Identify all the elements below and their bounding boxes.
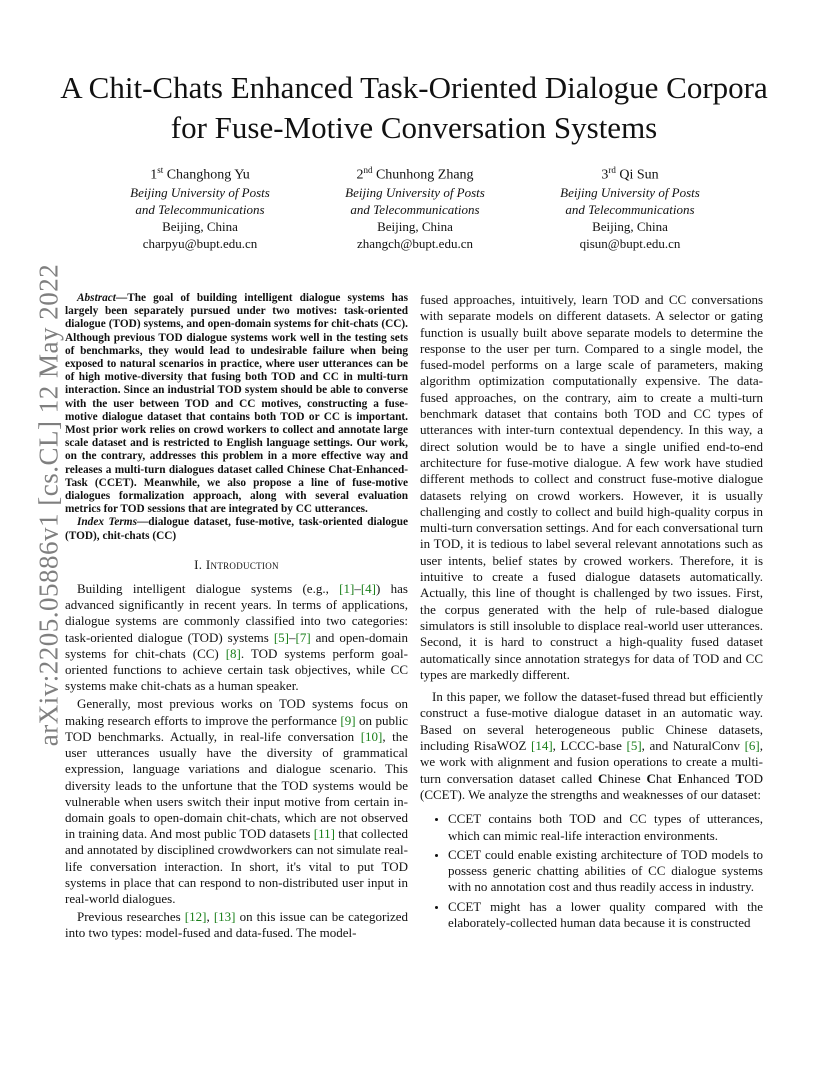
author-block (100, 162, 730, 252)
list-item: • CCET could enable existing architecture of TOD models to possess generic chatting abilities of CC dialogue systems with no annotation cost and thus readily access in industry. (448, 847, 763, 896)
left-column (65, 292, 408, 944)
paragraph-text: on this issue can be categorized into two types: model-fused and data-fused. The model- (65, 909, 408, 941)
citation-link[interactable]: [11] (313, 826, 335, 842)
paragraph-text: and open-domain systems for chit-chats (CC) (65, 629, 408, 661)
acronym-letter: T (735, 770, 745, 786)
index-terms-text: —dialogue dataset, fuse-motive, task-oriented dialogue (TOD), chit-chats (CC) (65, 516, 408, 542)
author-affiliation: and Telecommunications (350, 201, 480, 217)
list-item: • CCET contains both TOD and CC types of utterances, which can mimic real-life interaction environments. (448, 811, 763, 844)
right-paragraph-1: fused approaches, intuitively, learn TOD and CC conversations with separate models on different datasets. A selector or gating function is usually built above separate models to determine the response to the user per turn. Compared to a single model, the fused-model performs on a large scale of parameters, making algorithm optimization computationally expensive. The data-fused approaches, on the contrary, aim to create a multi-turn benchmark dataset that contains both TOD and CC types of utterances with inter-turn contextual dependency. In this way, a direct solution would be to have a single unified end-to-end architecture for fuse-motive dialogue. A few work have studied different methods to collect and construct fuse-motive dialogue datasets relying on crowd workers. However, it is usually challenging and costly to collect and build high-quality corpus in multi-turn conversation settings. And for each conversational turn in TOD, it is tedious to label several relevant annotations such as user intents, belief states by crowed workers. Therefore, it is intuitive to create a fused dialogue datasets automatically. Actually, this line of thought is challenged by two issues. First, the corpus generated with the help of rule-based dialogue simulators is still insoluble to displace real-world user utterances. Second, it is hard to construct a high-quality fused dataset automatically since annotation strategys for data of TOD and CC types are markedly different. (420, 292, 763, 682)
author-email[interactable]: qisun@bupt.edu.cn (579, 235, 681, 251)
author-name: Changhong Yu (166, 167, 250, 183)
author-email[interactable]: charpyu@bupt.edu.cn (142, 235, 258, 251)
citation-link[interactable]: [9] (340, 712, 356, 728)
author-2 (315, 162, 515, 252)
citation-link[interactable]: [6] (744, 738, 760, 754)
paragraph-text: nhanced (686, 770, 736, 786)
paragraph-text: hat (655, 770, 678, 786)
citation-link[interactable]: [7] (295, 629, 311, 645)
arxiv-stamp (33, 263, 64, 747)
paragraph-text: . TOD systems perform goal-oriented functions to achieve certain task objectives, while CC systems make chit-chats as a human speaker. (65, 645, 408, 694)
author-1 (100, 162, 300, 252)
paragraph-text: on public TOD benchmarks. Actually, in real-life conversation (65, 712, 408, 744)
paragraph-text: Previous researches (77, 909, 185, 925)
paragraph-text: – (354, 581, 361, 597)
citation-link[interactable]: [4] (360, 581, 376, 597)
author-ordinal-suffix: rd (608, 165, 616, 175)
acronym-letter: C (598, 770, 608, 786)
list-item: • CCET might has a lower quality compared with the elaborately-collected human data because it is constructed (448, 899, 763, 932)
paragraph-text: , (206, 909, 214, 925)
paragraph-text: – (289, 629, 296, 645)
author-affiliation: and Telecommunications (135, 201, 265, 217)
intro-paragraph-3 (65, 909, 408, 941)
paragraph-text: hinese (607, 770, 647, 786)
author-email[interactable]: zhangch@bupt.edu.cn (357, 235, 473, 251)
paragraph-text: In this paper, we follow the dataset-fused thread but efficiently construct a fuse-motive dialogue dataset in an automatic way. Based on several heterogeneous public Chinese datasets, including RisaWOZ (420, 689, 763, 754)
citation-link[interactable]: [8] (225, 645, 241, 661)
citation-link[interactable]: [14] (531, 738, 553, 754)
citation-link[interactable]: [1] (339, 581, 355, 597)
index-terms (65, 516, 408, 542)
author-affiliation: Beijing University of Posts (345, 184, 485, 200)
abstract (65, 292, 408, 516)
author-location: Beijing, China (162, 218, 238, 234)
author-location: Beijing, China (592, 218, 668, 234)
right-paragraph-2 (420, 689, 763, 803)
author-ordinal-suffix: nd (363, 165, 373, 175)
contribution-list (420, 811, 763, 931)
citation-link[interactable]: [5] (626, 738, 642, 754)
abstract-text: —The goal of building intelligent dialogue systems has largely been separately pursued under two motives: task-oriented dialogue (TOD) systems, and open-domain systems for chit-chats (CC). Although previous TOD dialogue systems work well in the testing sets of benchmarks, they would lead to undesirable failure when being exposed to natural scenarios in practice, where user utterances can be of high motive-diversity that fusing both TOD and CC in multi-turn interaction. Since an industrial TOD system should be able to converse with the user between TOD and CC motives, constructing a fuse-motive dialogue dataset that contains both TOD or CC is important. Most prior work relies on crowd workers to collect and annotate large scale dataset and is restricted to English language settings. Our work, on the contrary, addresses this problem in a more effective way and releases a multi-turn dialogues dataset called Chinese Chat-Enhanced-Task (CCET). Meanwhile, we also propose a line of fuse-motive dialogues formalization approach, along with several evaluation metrics for TOD sessions that are integrated by CC utterances. (65, 292, 408, 516)
arxiv-stamp-text: arXiv:2205.05886v1 [cs.CL] 12 May 2022 (33, 263, 64, 747)
author-affiliation: and Telecommunications (565, 201, 695, 217)
author-3 (530, 162, 730, 252)
paragraph-text: , and NaturalConv (641, 738, 745, 754)
citation-link[interactable]: [10] (360, 728, 383, 744)
section-title: Introduction (205, 556, 279, 572)
intro-paragraph-2 (65, 696, 408, 907)
author-ordinal: 1 (150, 167, 158, 183)
paragraph-text: Building intelligent dialogue systems (e.g., (77, 581, 340, 597)
paragraph-text: , LCCC-base (552, 738, 627, 754)
intro-paragraph-1 (65, 581, 408, 694)
acronym-letter: E (677, 770, 687, 786)
abstract-label: Abstract (77, 292, 116, 304)
paragraph-text: , we work with alignment and fusion operations to create a multi-turn conversation dataset called (420, 738, 764, 786)
author-affiliation: Beijing University of Posts (560, 184, 700, 200)
author-ordinal: 3 (601, 167, 609, 183)
citation-link[interactable]: [5] (273, 629, 289, 645)
author-location: Beijing, China (377, 218, 453, 234)
paragraph-text: that collected and annotated by disciplined crowdworkers can not simulate real-life conversation interaction. In short, it's vital to put TOD systems in place that can respond to non-distributed user input in real-world dialogues. (65, 826, 408, 906)
author-name: Qi Sun (619, 167, 659, 183)
paragraph-text: OD (CCET). We analyze the strengths and weaknesses of our dataset: (420, 770, 763, 802)
index-terms-label: Index Terms (77, 516, 137, 529)
section-number: I. (194, 556, 203, 572)
right-column (420, 292, 763, 934)
paper-title: A Chit-Chats Enhanced Task-Oriented Dialogue Corpora for Fuse-Motive Conversation Systems (60, 70, 768, 145)
acronym-letter: C (646, 770, 656, 786)
paragraph-text: ) has advanced significantly in recent years. In terms of applications, dialogue systems are commonly classified into two categories: task-oriented dialogue (TOD) systems (65, 581, 408, 645)
author-ordinal: 2 (356, 167, 364, 183)
paragraph-text: , the user utterances usually have the diversity of grammatical expression, language variations and dialogue scenario. This diversity leads to the unfortune that the TOD systems would be vulnerable when users switch their input motive from certain in-domain goals to open-domain chit-chats, which are not observed in training data. And most public TOD datasets (65, 728, 408, 842)
citation-link[interactable]: [12] (184, 909, 207, 925)
author-name: Chunhong Zhang (375, 167, 474, 183)
section-heading (65, 557, 408, 573)
paragraph-text: Generally, most previous works on TOD systems focus on making research efforts to improve the performance (65, 696, 408, 728)
author-affiliation: Beijing University of Posts (130, 184, 270, 200)
citation-link[interactable]: [13] (213, 909, 236, 925)
author-ordinal-suffix: st (157, 165, 164, 175)
